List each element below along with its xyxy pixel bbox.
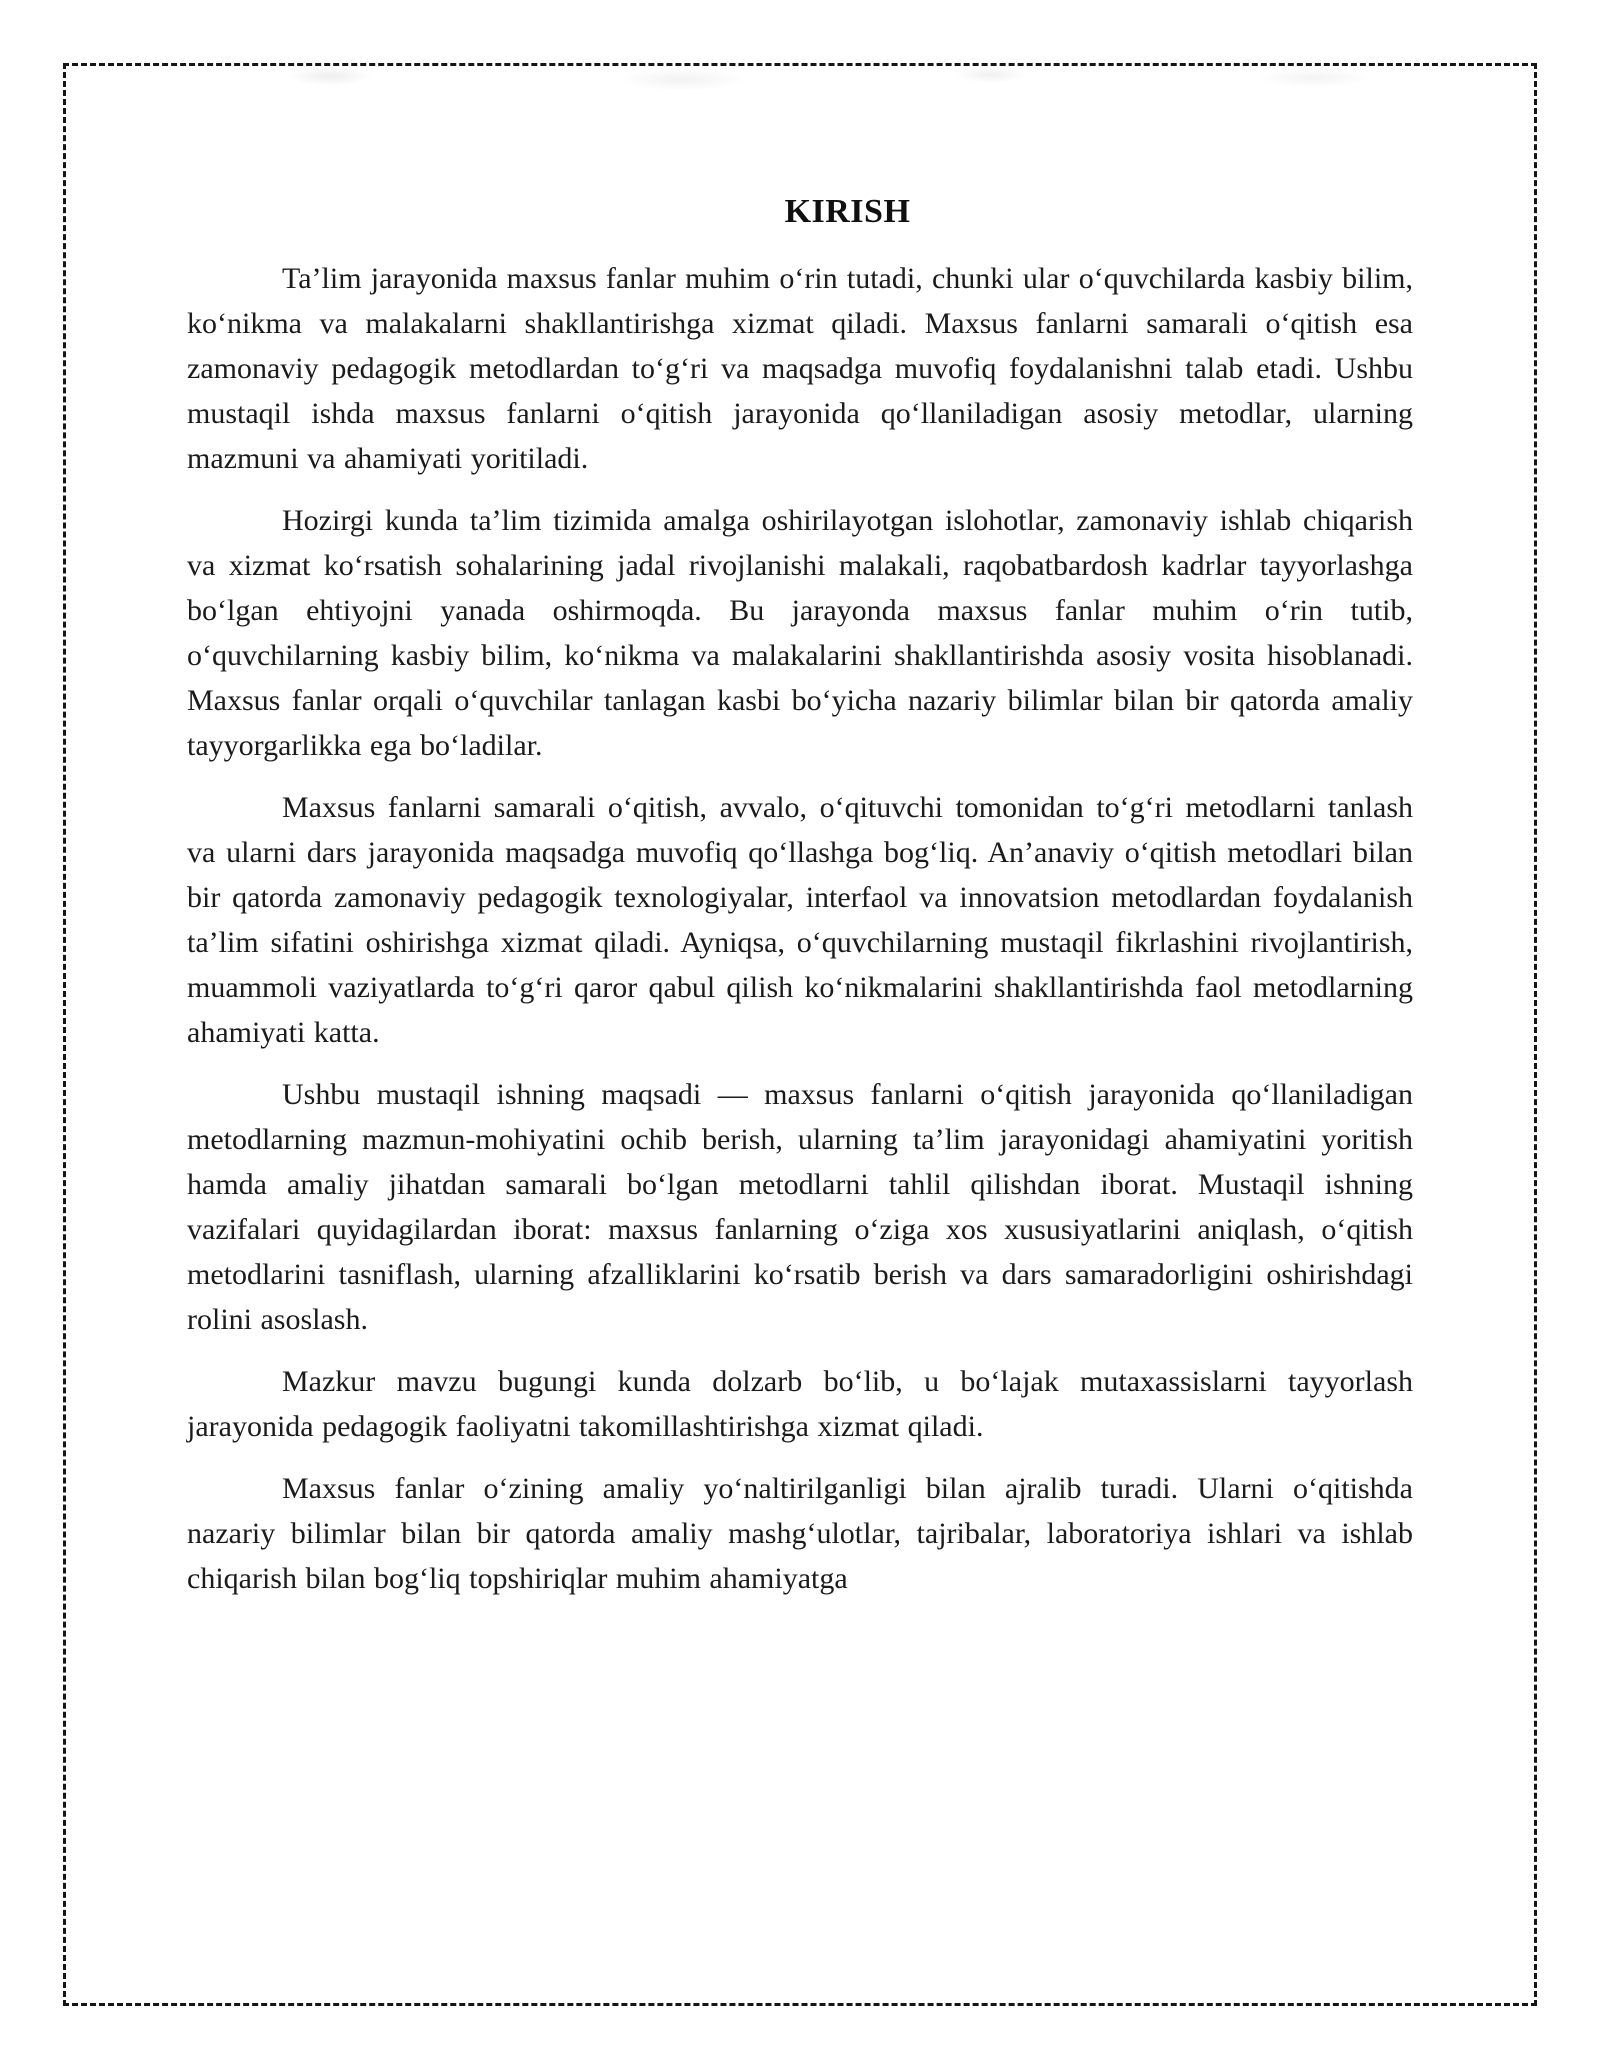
page-border-frame [63,63,1537,2006]
page-title: KIRISH [784,193,911,230]
paragraph-2: Hozirgi kunda ta’lim tizimida amalga oshirilayotgan islohotlar, zamonaviy ishlab chiqarish va xizmat ko‘rsatish sohalarining jadal rivojlanishi malakali, raqobatbardosh kadrlar tayyorlashga bo‘lgan ehtiyojni yanada oshirmoqda. Bu jarayonda maxsus fanlar muhim o‘rin tutib, o‘quvchilarning kasbiy bilim, ko‘nikma va malakalarini shakllantirishda asosiy vosita hisoblanadi. Maxsus fanlar orqali o‘quvchilar tanlagan kasbi bo‘yicha nazariy bilimlar bilan bir qatorda amaliy tayyorgarlikka ega bo‘ladilar. [187,504,1413,762]
page-content [66,66,1534,2003]
paragraph-4: Ushbu mustaqil ishning maqsadi — maxsus fanlarni o‘qitish jarayonida qo‘llaniladigan metodlarning mazmun-mohiyatini ochib berish, ularning ta’lim jarayonidagi ahamiyatini yoritish hamda amaliy jihatdan samarali bo‘lgan metodlarni tahlil qilishdan iborat. Mustaqil ishning vazifalari quyidagilardan iborat: maxsus fanlarning o‘ziga xos xususiyatlarini aniqlash, o‘qitish metodlarini tasniflash, ularning afzalliklarini ko‘rsatib berish va dars samaradorligini oshirishdagi rolini asoslash. [187,1078,1413,1336]
paragraph-3: Maxsus fanlarni samarali o‘qitish, avvalo, o‘qituvchi tomonidan to‘g‘ri metodlarni tanlash va ularni dars jarayonida maqsadga muvofiq qo‘llashga bog‘liq. An’anaviy o‘qitish metodlari bilan bir qatorda zamonaviy pedagogik texnologiyalar, interfaol va innovatsion metodlardan foydalanish ta’lim sifatini oshirishga xizmat qiladi. Ayniqsa, o‘quvchilarning mustaqil fikrlashini rivojlantirish, muammoli vaziyatlarda to‘g‘ri qaror qabul qilish ko‘nikmalarini shakllantirishda faol metodlarning ahamiyati katta. [187,791,1413,1049]
paragraph-5: Mazkur mavzu bugungi kunda dolzarb bo‘lib, u bo‘lajak mutaxassislarni tayyorlash jarayonida pedagogik faoliyatni takomillashtirishga xizmat qiladi. [187,1365,1413,1443]
paragraph-6: Maxsus fanlar o‘zining amaliy yo‘naltirilganligi bilan ajralib turadi. Ularni o‘qitishda nazariy bilimlar bilan bir qatorda amaliy mashg‘ulotlar, tajribalar, laboratoriya ishlari va ishlab chiqarish bilan bog‘liq topshiriqlar muhim ahamiyatga [187,1472,1413,1595]
document-body [187,256,1413,1601]
paragraph-1: Ta’lim jarayonida maxsus fanlar muhim o‘rin tutadi, chunki ular o‘quvchilarda kasbiy bilim, ko‘nikma va malakalarni shakllantirishga xizmat qiladi. Maxsus fanlarni samarali o‘qitish esa zamonaviy pedagogik metodlardan to‘g‘ri va maqsadga muvofiq foydalanishni talab etadi. Ushbu mustaqil ishda maxsus fanlarni o‘qitish jarayonida qo‘llaniladigan asosiy metodlar, ularning mazmuni va ahamiyati yoritiladi. [187,262,1413,475]
